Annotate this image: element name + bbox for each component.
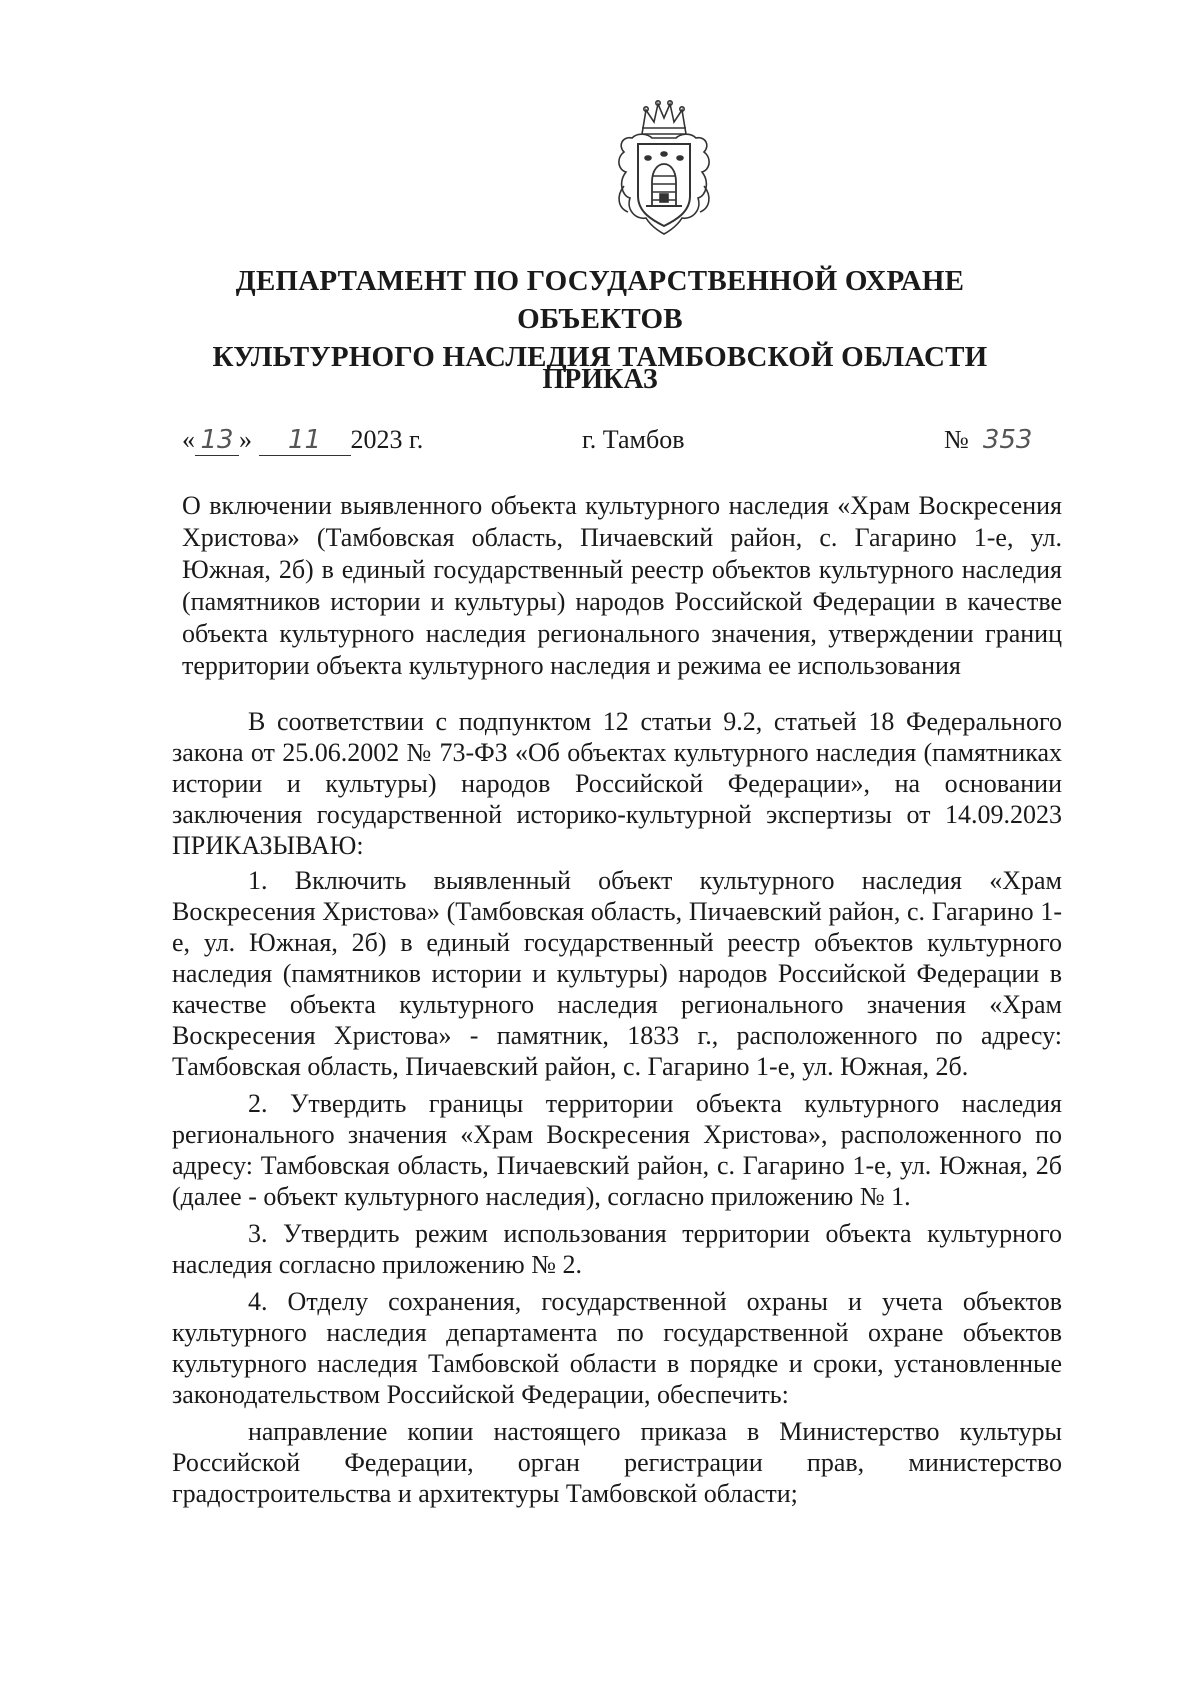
date-month-field: [259, 425, 351, 456]
department-name-line1: ДЕПАРТАМЕНТ ПО ГОСУДАРСТВЕННОЙ ОХРАНЕ ОБЪЕКТОВ: [235, 265, 965, 335]
order-item-1: 1. Включить выявленный объект культурного наследия «Храм Воскресения Христова» (Тамбовская область, Пичаевский район, с. Гагарино 1-е, ул. Южная, 2б) в единый государственный реестр объектов культурного наследия (памятников истории и культуры) народов Российской Федерации в качестве объекта культурного наследия регионального значения «Храм Воскресения Христова» - памятник, 1833 г., расположенного по адресу: Тамбовская область, Пичаевский район, с. Гагарино 1-е, ул. Южная, 2б.: [172, 866, 1062, 1081]
date-open-quote: «: [182, 425, 195, 454]
tambov-coat-of-arms-icon: [608, 96, 720, 238]
order-item-4-sub: направление копии настоящего приказа в Министерство культуры Российской Федерации, орган регистрации прав, министерство градостроительства и архитектуры Тамбовской области;: [172, 1417, 1062, 1508]
order-item-4: 4. Отделу сохранения, государственной охраны и учета объектов культурного наследия департамента по государственной охране объектов культурного наследия Тамбовской области в порядке и сроки, установленные законодательством Российской Федерации, обеспечить:: [172, 1287, 1062, 1409]
order-date: [182, 422, 423, 458]
date-day-field: [195, 425, 239, 456]
order-number: [944, 422, 1032, 458]
order-item-3: 3. Утвердить режим использования территории объекта культурного наследия согласно приложению № 2.: [172, 1219, 1062, 1279]
order-city: г. Тамбов: [582, 425, 685, 454]
document-type-title: ПРИКАЗ: [542, 364, 658, 395]
order-body: [172, 706, 1062, 1515]
order-preamble: В соответствии с подпунктом 12 статьи 9.2, статьей 18 Федерального закона от 25.06.2002 № 73-ФЗ «Об объектах культурного наследия (памятниках истории и культуры) народов Российской Федерации», на основании заключения государственной историко-культурной экспертизы от 14.09.2023 ПРИКАЗЫВАЮ:: [172, 707, 1062, 860]
order-number-label: №: [944, 425, 969, 454]
order-meta-row: [182, 422, 1062, 462]
department-name: [150, 262, 1050, 376]
date-year: 2023 г.: [350, 425, 424, 454]
date-day: 13: [200, 425, 234, 455]
order-number-value: 353: [982, 425, 1033, 455]
order-subject: О включении выявленного объекта культурного наследия «Храм Воскресения Христова» (Тамбовская область, Пичаевский район, с. Гагарино 1-е, ул. Южная, 2б) в единый государственный реестр объектов культурного наследия (памятников истории и культуры) народов Российской Федерации в качестве объекта культурного наследия регионального значения, утверждении границ территории объекта культурного наследия и режима ее использования: [182, 491, 1062, 680]
date-month: 11: [287, 425, 322, 455]
department-name-line2: КУЛЬТУРНОГО НАСЛЕДИЯ ТАМБОВСКОЙ ОБЛАСТИ: [212, 341, 988, 373]
order-item-2: 2. Утвердить границы территории объекта культурного наследия регионального значения «Храм Воскресения Христова», расположенного по адресу: Тамбовская область, Пичаевский район, с. Гагарино 1-е, ул. Южная, 2б (далее - объект культурного наследия), согласно приложению № 1.: [172, 1089, 1062, 1211]
date-close-quote: »: [239, 425, 252, 454]
